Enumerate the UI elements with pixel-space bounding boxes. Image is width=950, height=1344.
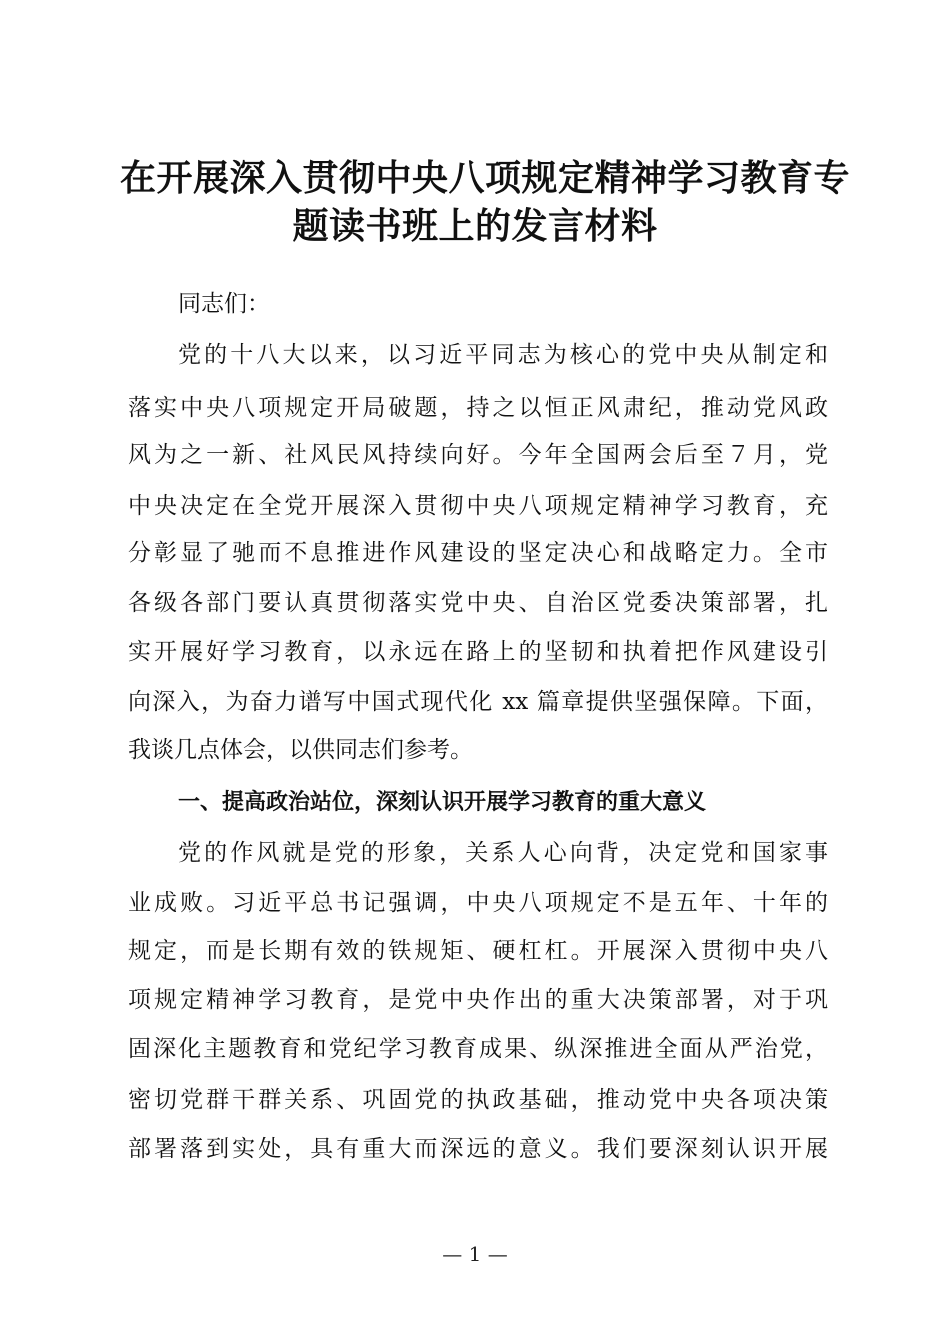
salutation: 同志们： <box>178 291 270 317</box>
paragraph-1-line: 风为之一新、社风民风持续向好。今年全国两会后至７月，党 <box>128 442 828 468</box>
paragraph-2-line: 密切党群干群关系、巩固党的执政基础，推动党中央各项决策 <box>128 1087 828 1113</box>
paragraph-1-line: 中央决定在全党开展深入贯彻中央八项规定精神学习教育，充 <box>128 493 828 519</box>
paragraph-1-line: 分彰显了驰而不息推进作风建设的坚定决心和战略定力。全市 <box>128 540 828 566</box>
paragraph-2-line: 固深化主题教育和党纪学习教育成果、纵深推进全面从严治党， <box>128 1036 828 1062</box>
paragraph-1-line: 落实中央八项规定开局破题，持之以恒正风肃纪，推动党风政 <box>128 395 828 421</box>
section-heading: 一、提高政治站位，深刻认识开展学习教育的重大意义 <box>178 790 707 815</box>
page-number: — 1 — <box>442 1242 508 1266</box>
paragraph-2-line: 项规定精神学习教育，是党中央作出的重大决策部署，对于巩 <box>128 987 828 1013</box>
paragraph-1-line: 各级各部门要认真贯彻落实党中央、自治区党委决策部署，扎 <box>128 590 828 616</box>
paragraph-1-line: 向深入，为奋力谱写中国式现代化 xx 篇章提供坚强保障。下面， <box>128 689 828 715</box>
paragraph-2-line: 规定，而是长期有效的铁规矩、硬杠杠。开展深入贯彻中央八 <box>128 938 828 964</box>
paragraph-2-line: 党的作风就是党的形象，关系人心向背，决定党和国家事 <box>178 840 828 866</box>
paragraph-2-line: 业成败。习近平总书记强调，中央八项规定不是五年、十年的 <box>128 890 828 916</box>
paragraph-1-line: 实开展好学习教育，以永远在路上的坚韧和执着把作风建设引 <box>128 639 828 665</box>
document-title-line-1: 在开展深入贯彻中央八项规定精神学习教育专 <box>120 157 851 199</box>
document-title-line-2: 题读书班上的发言材料 <box>292 205 658 247</box>
paragraph-2-line: 部署落到实处，具有重大而深远的意义。我们要深刻认识开展 <box>128 1136 828 1162</box>
paragraph-1-line: 党的十八大以来，以习近平同志为核心的党中央从制定和 <box>178 342 828 368</box>
paragraph-1-line: 我谈几点体会，以供同志们参考。 <box>128 737 473 763</box>
